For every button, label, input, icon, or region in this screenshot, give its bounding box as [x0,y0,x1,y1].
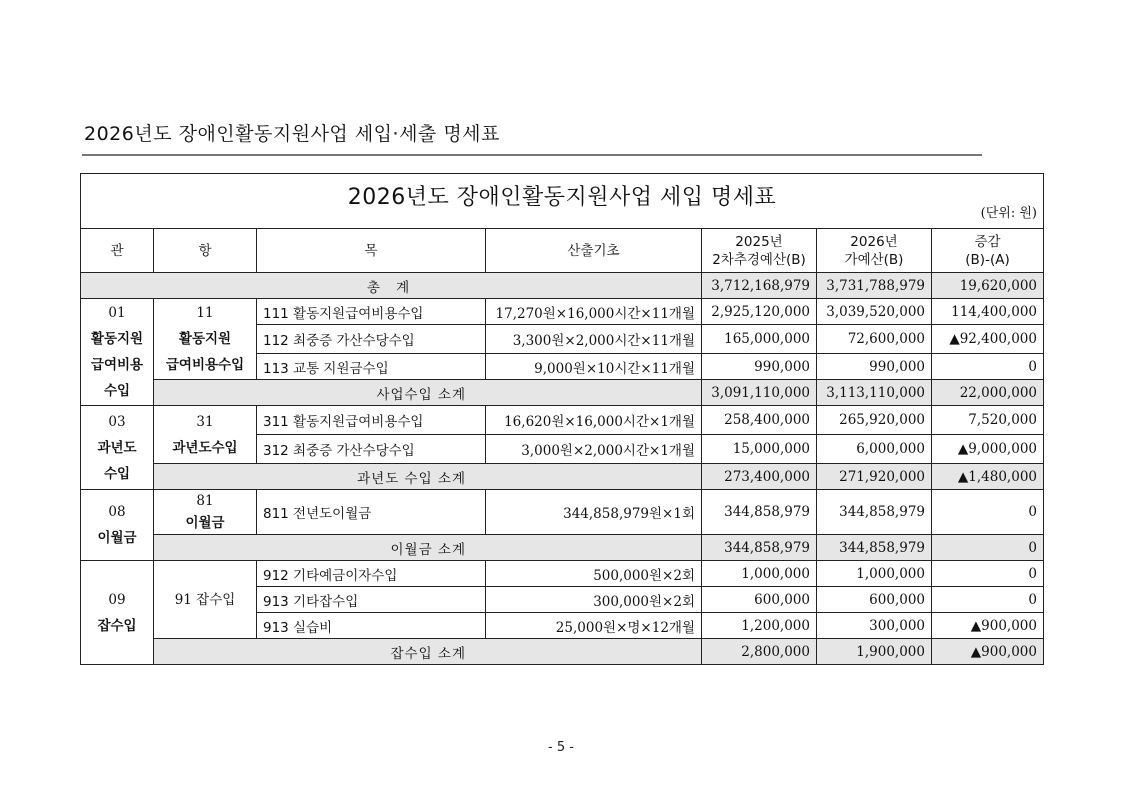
basis-cell: 300,000원×2회 [486,587,702,613]
grand-total-curr: 3,731,788,979 [817,273,932,299]
subtotal-diff: 0 [932,535,1044,561]
hang-code: 31 [196,413,214,430]
table-row [81,561,1044,587]
header-mok: 목 [257,229,486,273]
subtotal-row [81,535,1044,561]
header-row [81,229,1044,273]
subtotal-prev: 344,858,979 [702,535,817,561]
subtotal-curr: 1,900,000 [817,639,932,665]
header-diff-line2: (B)-(A) [965,251,1010,268]
curr-cell: 300,000 [817,613,932,639]
prev-cell: 15,000,000 [702,435,817,464]
subtotal-diff: 22,000,000 [932,380,1044,406]
basis-cell: 3,000원×2,000시간×1개월 [486,435,702,464]
prev-cell: 344,858,979 [702,490,817,535]
header-curr-line1: 2026년 [850,233,898,250]
basis-cell: 9,000원×10시간×11개월 [486,354,702,380]
table-row [81,490,1044,535]
prev-cell: 1,000,000 [702,561,817,587]
prev-cell: 258,400,000 [702,406,817,435]
page-number: - 5 - [548,740,574,755]
header-diff [932,229,1044,273]
mok-cell: 913 기타잡수입 [257,587,486,613]
gwan-cell-09 [81,561,154,665]
header-prev-line1: 2025년 [735,233,783,250]
revenue-detail-table [80,173,1044,665]
subtotal-row [81,639,1044,665]
prev-cell: 600,000 [702,587,817,613]
hang-name: 과년도수입 [172,439,238,456]
gwan-code: 01 [108,305,126,321]
diff-cell: 0 [932,490,1044,535]
diff-cell: 0 [932,561,1044,587]
table-row [81,406,1044,435]
hang-cell-81 [154,490,257,535]
header-curr-line2: 가예산(B) [844,251,904,268]
gwan-cell-08 [81,490,154,561]
gwan-name: 과년도 [97,439,137,456]
diff-cell: 114,400,000 [932,299,1044,325]
header-basis: 산출기초 [486,229,702,273]
hang-code: 91 [174,591,192,608]
hang-name: 이월금 [185,515,225,531]
subtotal-label: 이월금 소계 [154,535,702,561]
subtotal-prev: 273,400,000 [702,464,817,490]
basis-cell: 16,620원×16,000시간×1개월 [486,406,702,435]
header-prev-line2: 2차추경예산(B) [712,251,806,268]
hang-code: 11 [196,305,214,321]
grand-total-row [81,273,1044,299]
basis-cell: 344,858,979원×1회 [486,490,702,535]
hang-code: 81 [196,493,214,509]
diff-cell: ▲9,000,000 [932,435,1044,464]
subtotal-label: 잡수입 소계 [154,639,702,665]
curr-cell: 265,920,000 [817,406,932,435]
subtotal-row [81,380,1044,406]
gwan-name: 수입 [103,465,131,482]
gwan-name: 이월금 [97,530,137,546]
gwan-code: 08 [108,504,126,520]
header-diff-line1: 증감 [974,233,1001,250]
mok-cell: 912 기타예금이자수입 [257,561,486,587]
subtotal-curr: 271,920,000 [817,464,932,490]
diff-cell: ▲900,000 [932,613,1044,639]
curr-cell: 990,000 [817,354,932,380]
hang-cell-11 [154,299,257,380]
heading-underline [82,154,982,156]
hang-name: 잡수입 [196,591,236,608]
gwan-name: 수입 [103,383,131,399]
diff-cell: 0 [932,587,1044,613]
unit-label: (단위: 원) [980,206,1037,221]
hang-name: 급여비용수입 [165,357,245,373]
mok-cell: 311 활동지원급여비용수입 [257,406,486,435]
grand-total-prev: 3,712,168,979 [702,273,817,299]
hang-cell-91 [154,561,257,639]
curr-cell: 344,858,979 [817,490,932,535]
subtotal-diff: ▲900,000 [932,639,1044,665]
basis-cell: 25,000원×명×12개월 [486,613,702,639]
hang-cell-31 [154,406,257,464]
mok-cell: 312 최중증 가산수당수입 [257,435,486,464]
curr-cell: 6,000,000 [817,435,932,464]
diff-cell: ▲92,400,000 [932,325,1044,354]
basis-cell: 17,270원×16,000시간×11개월 [486,299,702,325]
document-heading: 2026년도 장애인활동지원사업 세입·세출 명세표 [84,123,500,145]
table-title-cell [81,174,1044,229]
prev-cell: 1,200,000 [702,613,817,639]
gwan-name: 급여비용 [90,357,144,373]
gwan-code: 03 [108,413,126,430]
curr-cell: 3,039,520,000 [817,299,932,325]
gwan-cell-03 [81,406,154,490]
curr-cell: 72,600,000 [817,325,932,354]
prev-cell: 2,925,120,000 [702,299,817,325]
mok-cell: 913 실습비 [257,613,486,639]
table-title: 2026년도 장애인활동지원사업 세입 명세표 [347,185,777,210]
prev-cell: 165,000,000 [702,325,817,354]
diff-cell: 7,520,000 [932,406,1044,435]
header-gwan: 관 [81,229,154,273]
basis-cell: 500,000원×2회 [486,561,702,587]
header-curr-budget [817,229,932,273]
table-row [81,299,1044,325]
mok-cell: 111 활동지원급여비용수입 [257,299,486,325]
mok-cell: 112 최중증 가산수당수입 [257,325,486,354]
gwan-name: 잡수입 [97,617,137,634]
curr-cell: 600,000 [817,587,932,613]
subtotal-prev: 3,091,110,000 [702,380,817,406]
subtotal-label: 과년도 수입 소계 [154,464,702,490]
grand-total-label: 총 계 [81,273,702,299]
gwan-code: 09 [108,591,126,608]
prev-cell: 990,000 [702,354,817,380]
header-prev-budget [702,229,817,273]
subtotal-label: 사업수입 소계 [154,380,702,406]
subtotal-diff: ▲1,480,000 [932,464,1044,490]
gwan-name: 활동지원 [90,331,144,347]
gwan-cell-01 [81,299,154,406]
grand-total-diff: 19,620,000 [932,273,1044,299]
subtotal-row [81,464,1044,490]
mok-cell: 113 교통 지원금수입 [257,354,486,380]
hang-name: 활동지원 [178,331,232,347]
subtotal-curr: 344,858,979 [817,535,932,561]
mok-cell: 811 전년도이월금 [257,490,486,535]
header-hang: 항 [154,229,257,273]
curr-cell: 1,000,000 [817,561,932,587]
subtotal-curr: 3,113,110,000 [817,380,932,406]
basis-cell: 3,300원×2,000시간×11개월 [486,325,702,354]
diff-cell: 0 [932,354,1044,380]
subtotal-prev: 2,800,000 [702,639,817,665]
